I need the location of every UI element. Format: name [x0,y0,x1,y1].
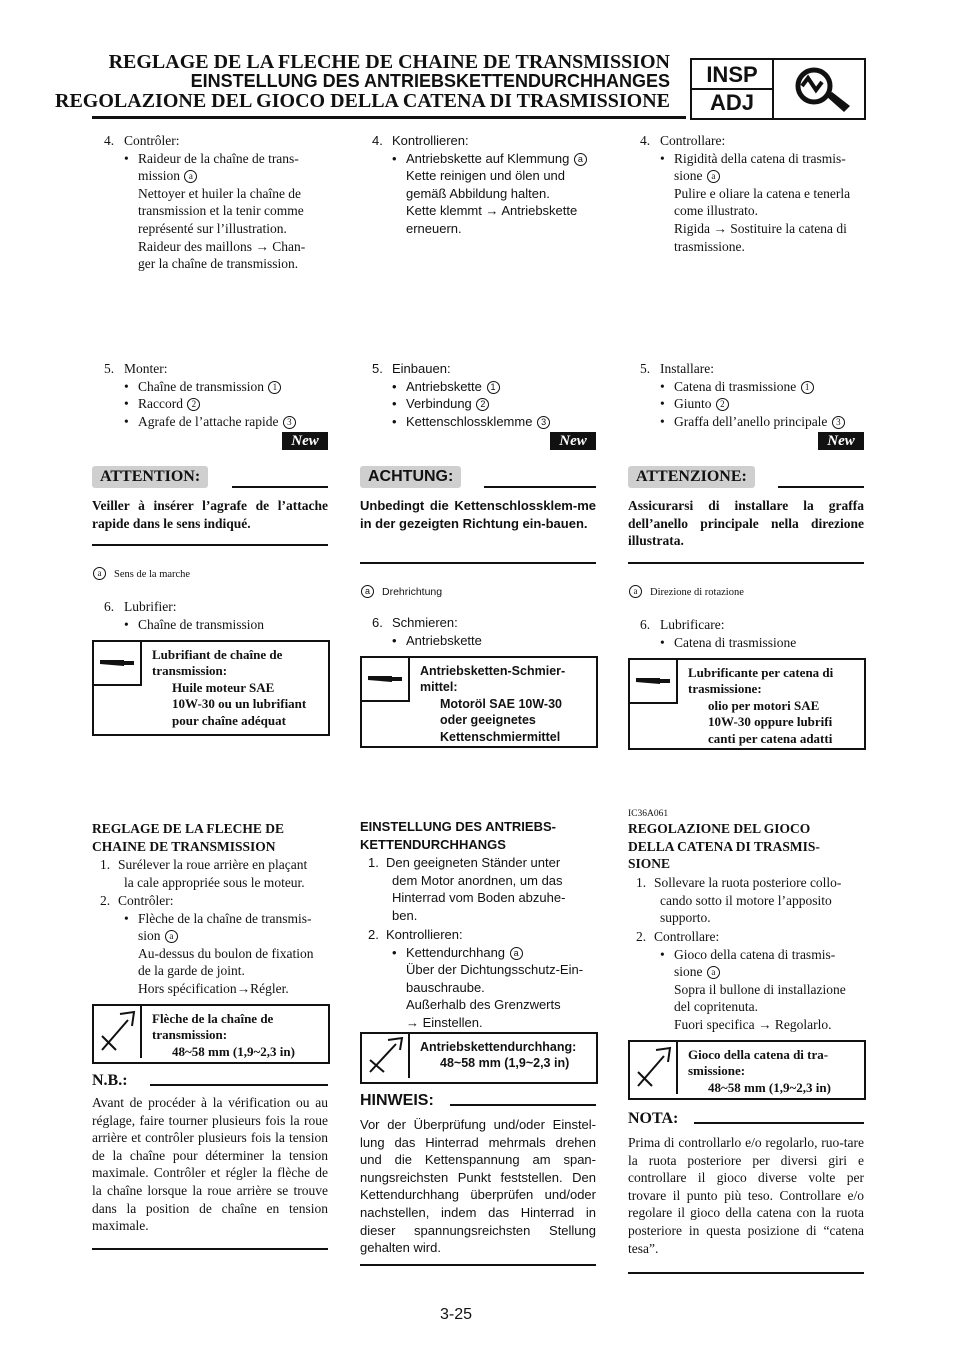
detail-line: Fuori specifica → Regolarlo. [674,1016,832,1032]
bullet-text: sione [674,964,703,980]
step-number: 4. [640,133,651,148]
bullet-text: Raideur de la chaîne de trans- [138,150,299,166]
ref-1: 1 [801,381,814,394]
spec-line: smissione: [688,1063,746,1079]
spec-box [92,1004,330,1064]
spec-value: 48~58 mm (1,9~2,3 in) [708,1079,831,1095]
detail-line: transmission et la tenir comme [138,203,304,219]
spec-line: Antriebskettendurchhang: [420,1040,577,1054]
step-number: 2. [368,927,379,942]
spec-line: oder geeignetes [440,713,536,728]
ref-a: a [165,930,178,943]
it-s5-b1 [628,378,864,396]
bullet-text: Raccord [138,396,183,412]
de-step-4 [360,132,596,238]
step-line: ben. [392,907,418,923]
spec-text [152,1011,328,1060]
new-tag: New [818,432,864,450]
detail-line: Über der Dichtungsschutz-Ein- [406,962,584,978]
de-s5-b3 [360,413,596,431]
header-title-it: REGOLAZIONE DEL GIOCO DELLA CATENA DI TRASMISSIONE [55,90,670,112]
new-tag: New [550,432,596,450]
detail-line: ger la chaîne de transmission. [138,256,299,272]
spec-box [628,1040,866,1100]
step-title: Kontrollieren: [392,133,469,148]
step-number: 6. [640,617,651,632]
it-step-5 [628,360,864,430]
heading-line: EINSTELLUNG DES ANTRIEBS- [360,819,556,834]
spec-text [688,1047,864,1096]
caution-end-rule [360,562,596,564]
step-line: Den geeigneten Ständer unter [386,855,561,870]
de-step-6 [360,614,596,649]
fr-s5-b2 [92,395,328,413]
heading-line: REGLAGE DE LA FLECHE DE [92,821,285,836]
step-line: supporto. [660,910,711,926]
spec-line: Motoröl SAE 10W-30 [440,696,562,711]
fr-s6-b1 [92,616,328,634]
spec-line: pour chaîne adéquat [172,712,286,728]
fr-adjust-step-2 [92,892,328,998]
spec-line: Kettenschmiermittel [440,729,561,744]
step-number: 1. [636,875,647,890]
detail-line: Kette reinigen und ölen und [406,168,566,184]
new-tag: New [282,432,328,450]
step-title: Contrôler: [118,893,174,908]
wrench-icon [362,1034,408,1078]
it-adjust-heading [628,820,864,873]
fr-a2-b1 [92,910,328,928]
spec-line: 10W-30 ou un lubrifiant [172,696,307,712]
it-s6-b1 [628,634,864,652]
heading-line: KETTENDURCHHANGS [360,836,506,852]
de-adjust-heading [360,818,596,853]
spec-line: trasmissione: [688,681,762,697]
footnote-a [628,584,744,602]
ref-3: 3 [537,416,550,429]
spec-line: canti per catena adatti [708,730,833,746]
step-title: Controllare: [654,929,720,944]
heading-line: DELLA CATENA DI TRASMIS- [628,838,820,854]
step-number: 2. [636,929,647,944]
heading-line: SIONE [628,856,671,872]
note-end-rule [628,1272,864,1274]
detail-line: Au-dessus du boulon de fixation [138,945,314,961]
step-number: 1. [368,855,379,870]
ref-a: a [707,966,720,979]
detail-line: Sopra il bullone di installazione [674,981,846,997]
bullet-text: Rigidità della catena di trasmis- [674,150,846,166]
detail-line: Raideur des maillons → Chan- [138,238,306,254]
ref-a: a [707,170,720,183]
bullet-text: sione [674,168,703,184]
detail-line: trasmissione. [674,238,745,254]
bullet-text: Catena di trasmissione [674,634,797,650]
fr-step-4 [92,132,328,273]
page-number: 3-25 [440,1306,473,1323]
step-number: 1. [100,857,111,872]
section-badge [690,58,866,120]
lubricant-box [360,656,598,748]
footnote-a [360,584,442,602]
detail-line: Nettoyer et huiler la chaîne de [138,185,302,201]
step-line: la cale appropriée sous le moteur. [124,874,305,890]
caution-label: ATTENZIONE: [628,466,755,488]
caution-rule [778,486,864,488]
magnifier-wrench-icon [786,64,856,114]
badge-divider-vertical [772,60,774,118]
step-line: cando sotto il motore l’apposito [660,892,832,908]
note-text: Vor der Überprüfung und/oder Einstel-lung das Hinterrad mehrmals drehen und die Kettenspannung am span-nungsreichsten Punkt feststellen. Den Kettendurchhang überprüfen und/oder nachstellen, indem das Hinterrad in dieser spannungsreichsten Stellung gehalten wird. [360,1117,596,1256]
step-title: Monter: [124,361,168,376]
step-title: Lubrifier: [124,599,177,614]
spec-line: transmission: [152,1027,228,1043]
header-title-de: EINSTELLUNG DES ANTRIEBSKETTENDURCHHANGES [190,71,670,91]
step-number: 6. [372,615,383,630]
detail-line: come illustrato. [674,203,758,219]
spec-line: mittel: [420,680,458,695]
caution-rule [232,486,328,488]
note-label: NOTA: [628,1110,679,1127]
bullet-text: Kettendurchhang [406,944,506,960]
spec-value: 48~58 mm (1,9~2,3 in) [440,1056,570,1071]
wrench-icon-cell [94,1006,142,1058]
note-text: Avant de procéder à la vérification ou au réglage, faire tourner plusieurs fois la roue arrière et contrôler plusieurs fois la tension de la chaîne pour déterminer la tension maximale. Contrôler et régler la flèche de la chaîne lorsque la roue arrière se trouve dans la position de chaîne en tension maximale. [92,1095,328,1234]
oil-can-icon-cell [630,660,678,704]
wrench-icon-cell [630,1042,678,1094]
spec-line: transmission: [152,663,228,679]
detail-line: → Einstellen. [406,1014,483,1030]
de-s5-b1 [360,378,596,396]
spec-line: 10W-30 oppure lubrifi [708,714,833,730]
it-a2-b1-cont [628,963,864,981]
spec-line: Lubrifiant de chaîne de [152,647,283,662]
spec-line: Flèche de la chaîne de [152,1011,274,1026]
spec-line: Lubrificante per catena di [688,665,834,680]
ref-3: 3 [832,416,845,429]
note-rule [450,1104,596,1106]
lubricant-text [152,647,328,729]
oil-can-icon-cell [362,658,410,702]
oil-can-icon [362,658,408,700]
detail-line: Pulire e oliare la catena e tenerla [674,185,851,201]
caution-rule [484,486,596,488]
heading-line: CHAINE DE TRANSMISSION [92,838,276,854]
badge-insp: INSP [706,62,758,87]
fr-step-5 [92,360,328,430]
oil-can-icon [94,642,140,684]
de-adjust-step-1 [360,854,596,924]
spec-line: Huile moteur SAE [172,679,275,695]
fr-adjust-step-1 [92,856,328,891]
lubricant-text [688,665,864,747]
detail-line: Kette klemmt → Antriebskette [406,203,578,219]
it-a2-b1 [628,946,864,964]
spec-line: olio per motori SAE [708,697,820,713]
lubricant-text [420,663,596,745]
badge-adj: ADJ [709,90,754,115]
note-rule [150,1084,328,1086]
footnote-text: Drehrichtung [382,586,443,598]
caution-end-rule [628,562,864,564]
bullet-text: Kettenschlossklemme [406,413,533,429]
detail-line: del copritenuta. [674,999,758,1015]
it-s4-bullet-cont [628,167,864,185]
caution-text: Unbedingt die Kettenschlossklem-me in der gezeigten Richtung ein-bauen. [360,498,596,531]
caution-end-rule [92,544,328,546]
ref-a: a [574,153,587,166]
step-number: 5. [104,361,115,376]
de-s4-bullet [360,150,596,168]
spec-box [360,1032,598,1084]
heading-line: REGOLAZIONE DEL GIOCO [628,821,811,836]
section-code: IC36A061 [628,809,669,819]
ref-2: 2 [716,398,729,411]
ref-3: 3 [283,416,296,429]
bullet-text: Antriebskette [406,632,482,648]
fr-step-6 [92,598,328,633]
bullet-text: Chaîne de transmission [138,378,264,394]
de-s6-b1 [360,632,596,650]
wrench-icon [630,1042,676,1094]
ref-a: a [93,567,106,580]
de-a2-b1 [360,944,596,962]
oil-can-icon [630,660,676,702]
ref-1: 1 [487,381,500,394]
it-s4-bullet [628,150,864,168]
caution-label: ACHTUNG: [360,466,461,488]
fr-a2-b1-cont [92,927,328,945]
it-step-6 [628,616,864,651]
wrench-icon-cell [362,1034,410,1078]
detail-line: Rigida → Sostituire la catena di [674,220,847,236]
lubricant-box [92,640,330,736]
detail-line: Hors spécification→Régler. [138,980,289,996]
de-s5-b2 [360,395,596,413]
step-line: dem Motor anordnen, um das [392,872,563,888]
note-text: Prima di controllarlo e/o regolarlo, ruo-tare la ruota posteriore per diversi giri e controllare il gioco diverse volte per trovare il punto più teso. Controllare e/o regolare il gioco della catena con la ruota posteriore in questa posizione di “catena tesa”. [628,1135,864,1256]
header-rule [92,116,686,119]
spec-value: 48~58 mm (1,9~2,3 in) [172,1043,295,1059]
bullet-text: mission [138,168,181,184]
note-rule [694,1122,864,1124]
fr-s5-b3 [92,413,328,431]
note-label: N.B.: [92,1072,128,1089]
ref-2: 2 [476,398,489,411]
detail-line: gemäß Abbildung halten. [406,185,550,201]
detail-line: de la garde de joint. [138,963,245,979]
step-number: 4. [104,133,115,148]
fr-s4-bullet-cont [92,167,328,185]
step-title: Contrôler: [124,133,180,148]
detail-line: erneuern. [406,220,462,236]
step-number: 2. [100,893,111,908]
step-title: Lubrificare: [660,617,725,632]
bullet-text: sion [138,928,161,944]
detail-line: représenté sur l’illustration. [138,220,287,236]
step-line: Sollevare la ruota posteriore collo- [654,875,842,890]
detail-line: Außerhalb des Grenzwerts [406,997,561,1013]
ref-2: 2 [187,398,200,411]
it-step-4 [628,132,864,255]
header-title-fr: REGLAGE DE LA FLECHE DE CHAINE DE TRANSMISSION [108,51,670,73]
lubricant-box [628,658,866,750]
step-title: Schmieren: [392,615,458,630]
fr-s5-b1 [92,378,328,396]
bullet-text: Gioco della catena di trasmis- [674,946,836,962]
step-title: Controllare: [660,133,726,148]
it-adjust-step-2 [628,928,864,1034]
step-line: Surélever la roue arrière en plaçant [118,857,308,872]
ref-a: a [184,170,197,183]
it-s5-b3 [628,413,864,431]
bullet-text: Agrafe de l’attache rapide [138,413,279,429]
note-label: HINWEIS: [360,1092,434,1109]
bullet-text: Catena di trasmissione [674,378,797,394]
footnote-a [92,566,190,584]
spec-line: Gioco della catena di tra- [688,1047,829,1062]
caution-label: ATTENTION: [92,466,208,488]
step-title: Installare: [660,361,714,376]
it-s5-b2 [628,395,864,413]
footnote-text: Direzione di rotazione [650,587,744,598]
oil-can-icon-cell [94,642,142,686]
step-line: Hinterrad vom Boden abzuhe- [392,890,566,906]
note-end-rule [92,1248,328,1250]
fr-adjust-heading [92,820,328,855]
bullet-text: Giunto [674,396,712,412]
spec-text [420,1039,596,1072]
bullet-text: Verbindung [406,396,472,412]
detail-line: bauschraube. [406,979,485,995]
bullet-text: Graffa dell’anello principale [674,413,828,429]
bullet-text: Antriebskette [406,378,482,394]
footnote-text: Sens de la marche [114,569,191,580]
spec-line: Antriebsketten-Schmier- [420,664,566,678]
step-number: 4. [372,133,383,148]
step-number: 5. [372,361,383,376]
ref-a: a [510,947,523,960]
de-step-5 [360,360,596,430]
de-adjust-step-2 [360,926,596,1032]
caution-text: Veiller à insérer l’agrafe de l’attache rapide dans le sens indiqué. [92,498,328,531]
step-number: 5. [640,361,651,376]
ref-1: 1 [268,381,281,394]
step-number: 6. [104,599,115,614]
step-title: Einbauen: [392,361,451,376]
caution-text: Assicurarsi di installare la graffa dell’anello principale nella direzione illustrata. [628,498,864,549]
wrench-icon [94,1006,140,1058]
bullet-text: Chaîne de transmission [138,616,264,632]
step-title: Kontrollieren: [386,927,463,942]
bullet-text: Flèche de la chaîne de transmis- [138,910,312,926]
it-adjust-step-1 [628,874,864,927]
ref-a: a [361,585,374,598]
bullet-text: Antriebskette auf Klemmung [406,150,570,166]
note-end-rule [360,1264,596,1266]
fr-s4-bullet [92,150,328,168]
ref-a: a [629,585,642,598]
